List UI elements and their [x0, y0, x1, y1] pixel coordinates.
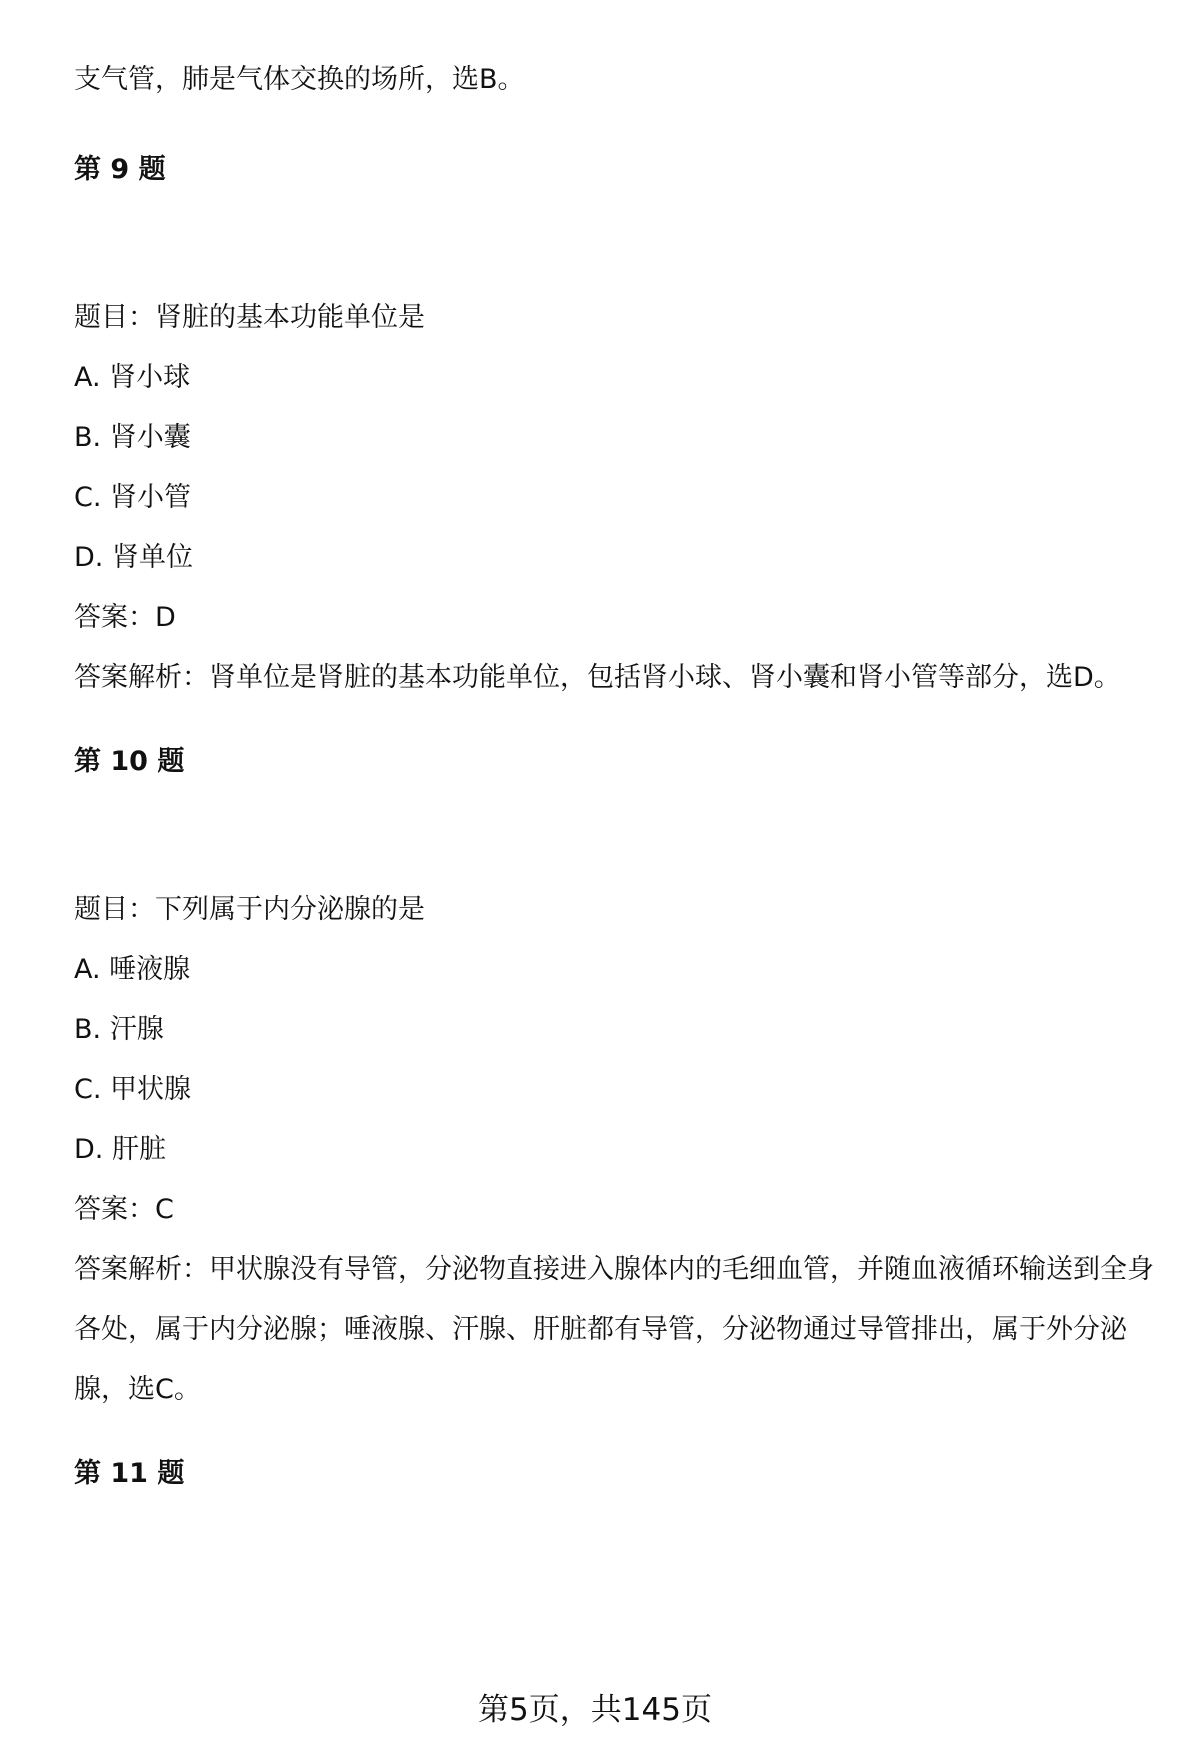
option-d: D. 肾单位 [74, 542, 193, 573]
option-a: A. 唾液腺 [74, 954, 191, 985]
option-b: B. 汗腺 [74, 1014, 164, 1045]
answer: 答案：D [74, 602, 176, 633]
answer-analysis: 答案解析：肾单位是肾脏的基本功能单位，包括肾小球、肾小囊和肾小管等部分，选D。 [74, 662, 1121, 693]
option-b: B. 肾小囊 [74, 422, 191, 453]
answer: 答案：C [74, 1194, 174, 1225]
option-a: A. 肾小球 [74, 362, 191, 393]
question-heading: 第 10 题 [74, 746, 185, 777]
question-11 [74, 1444, 1164, 1504]
question-9 [74, 140, 1164, 708]
question-stem: 题目：肾脏的基本功能单位是 [74, 302, 425, 333]
option-c: C. 肾小管 [74, 482, 192, 513]
question-10 [74, 732, 1164, 1420]
page-content [74, 50, 1164, 1504]
question-heading: 第 11 题 [74, 1458, 185, 1489]
option-d: D. 肝脏 [74, 1134, 166, 1165]
answer-analysis: 答案解析：甲状腺没有导管，分泌物直接进入腺体内的毛细血管，并随血液循环输送到全身各处，属于内分泌腺；唾液腺、汗腺、肝脏都有导管，分泌物通过导管排出，属于外分泌腺，选C。 [74, 1254, 1154, 1405]
question-stem: 题目：下列属于内分泌腺的是 [74, 894, 425, 925]
lead-text: 支气管，肺是气体交换的场所，选B。 [74, 64, 525, 95]
option-c: C. 甲状腺 [74, 1074, 192, 1105]
page-number: 第5页，共145页 [478, 1692, 712, 1728]
question-heading: 第 9 题 [74, 154, 166, 185]
